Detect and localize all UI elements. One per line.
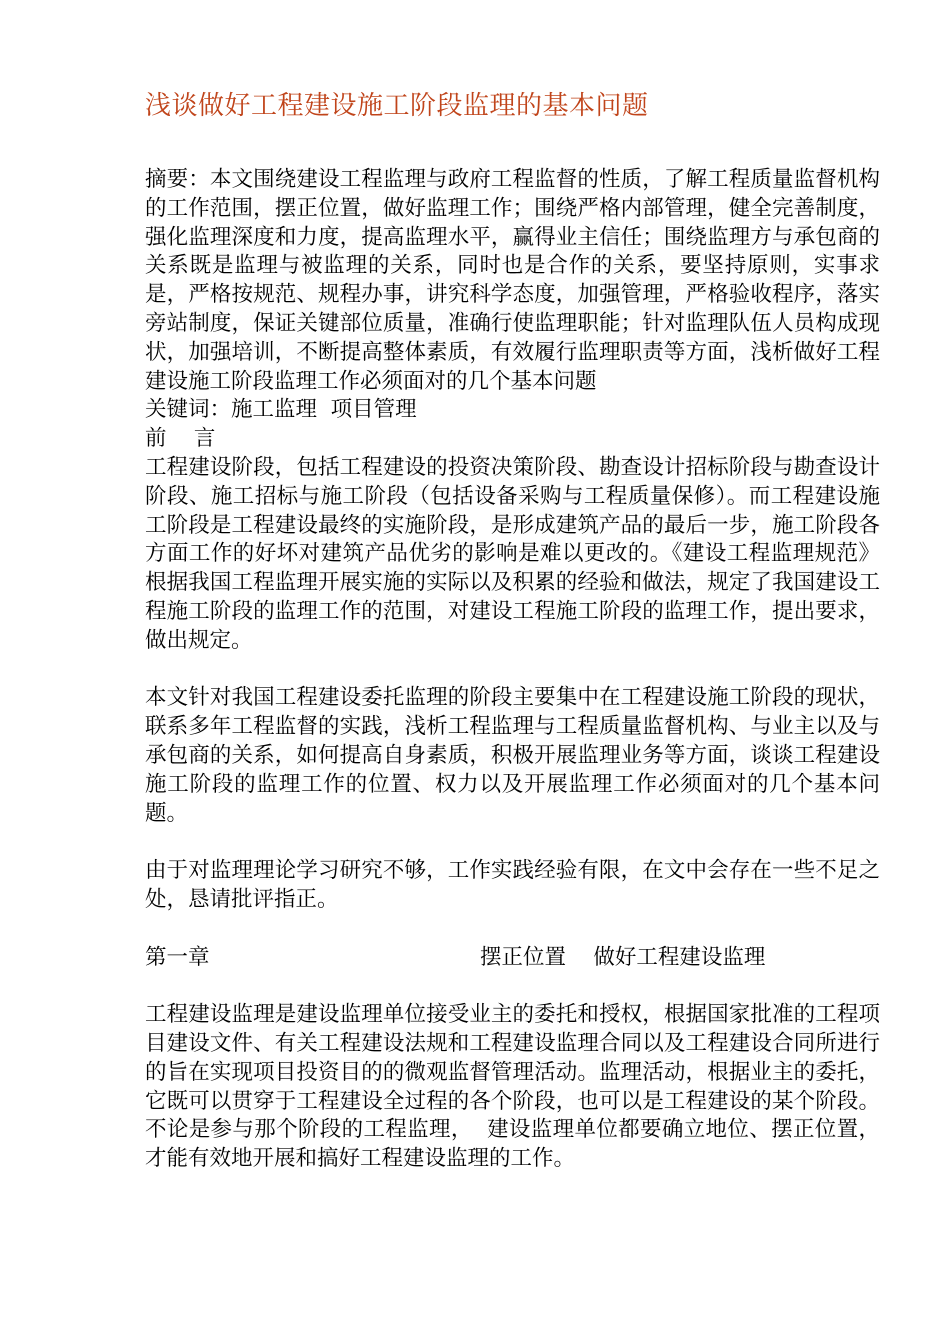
chapter-paragraph-1: 工程建设监理是建设监理单位接受业主的委托和授权，根据国家批准的工程项目建设文件、有关工程建设法规和工程建设监理合同以及工程建设合同所进行的旨在实现项目投资目的的微观监督管理活动。监理活动，根据业主的委托，它既可以贯穿于工程建设全过程的各个阶段，也可以是工程建设的某个阶段。不论是参与那个阶段的工程监理， 建设监理单位都要确立地位、摆正位置，才能有效地开展和搞好工程建设监理的工作。 [145,1002,880,1172]
preface-paragraph-3: 由于对监理理论学习研究不够，工作实践经验有限，在文中会存在一些不足之处，恳请批评指正。 [145,858,880,912]
preface-heading: 前 言 [145,426,216,452]
document-body [145,166,880,1174]
chapter-title: 摆正位置 做好工程建设监理 [480,944,766,970]
blank-line [145,656,880,685]
blank-line [145,828,880,857]
keywords-line: 关键词：施工监理 项目管理 [145,397,417,423]
document-title: 浅谈做好工程建设施工阶段监理的基本问题 [145,91,649,121]
blank-line [145,915,880,944]
document-page [145,88,880,1174]
preface-paragraph-2: 本文针对我国工程建设委托监理的阶段主要集中在工程建设施工阶段的现状，联系多年工程监督的实践，浅析工程监理与工程质量监督机构、与业主以及与承包商的关系，如何提高自身素质，积极开展监理业务等方面，谈谈工程建设施工阶段的监理工作的位置、权力以及开展监理工作必须面对的几个基本问题。 [145,685,880,826]
blank-line [145,972,880,1001]
chapter-number: 第一章 [145,944,210,970]
preface-paragraph-1: 工程建设阶段，包括工程建设的投资决策阶段、勘查设计招标阶段与勘查设计阶段、施工招标与施工阶段（包括设备采购与工程质量保修）。而工程建设施工阶段是工程建设最终的实施阶段，是形成建筑产品的最后一步，施工阶段各方面工作的好坏对建筑产品优劣的影响是难以更改的。《建设工程监理规范》根据我国工程监理开展实施的实际以及积累的经验和做法，规定了我国建设工程施工阶段的监理工作的范围，对建设工程施工阶段的监理工作，提出要求，做出规定。 [145,454,880,653]
chapter-heading [145,944,880,973]
abstract-paragraph: 摘要：本文围绕建设工程监理与政府工程监督的性质，了解工程质量监督机构的工作范围，摆正位置，做好监理工作；围绕严格内部管理，健全完善制度，强化监理深度和力度，提高监理水平，赢得业主信任；围绕监理方与承包商的关系既是监理与被监理的关系，同时也是合作的关系，要坚持原则，实事求是，严格按规范、规程办事，讲究科学态度，加强管理，严格验收程序，落实旁站制度，保证关键部位质量，准确行使监理职能；针对监理队伍人员构成现状，加强培训，不断提高整体素质，有效履行监理职责等方面，浅析做好工程建设施工阶段监理工作必须面对的几个基本问题 [145,167,880,394]
